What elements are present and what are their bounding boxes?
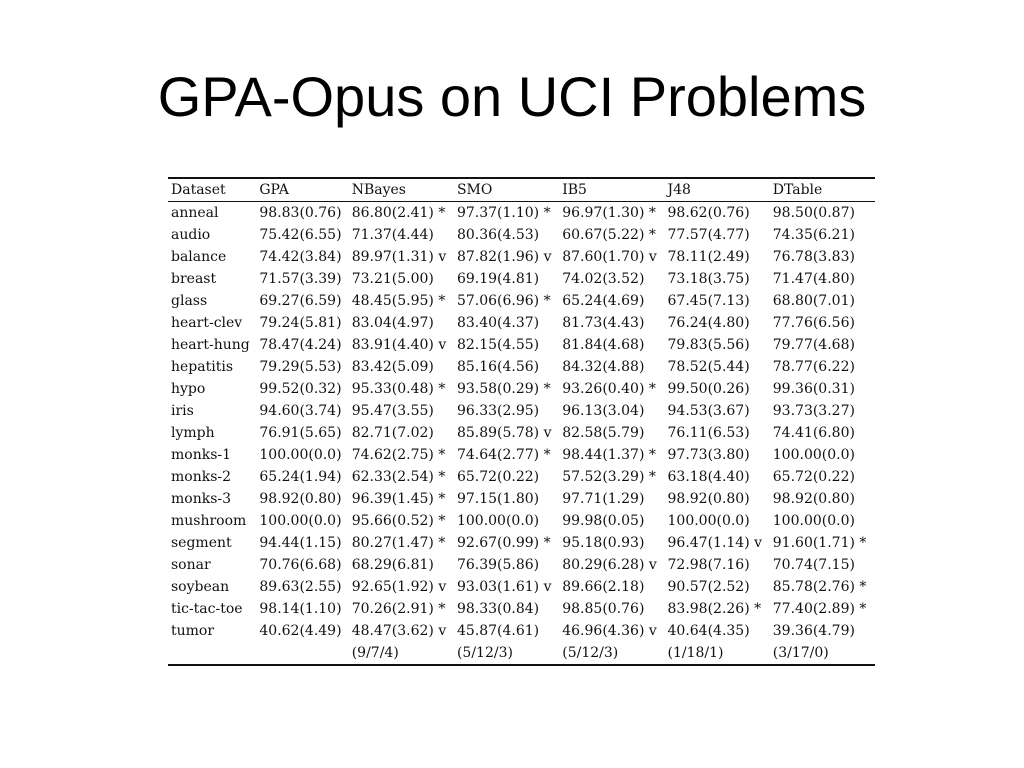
cell-ib5: 93.26(0.40) * [562, 381, 656, 397]
cell-dtable: 77.40(2.89) * [772, 601, 867, 617]
cell-j48: 99.50(0.26) [667, 381, 750, 397]
table-row [168, 400, 875, 422]
cell-smo: 97.37(1.10) * [456, 205, 551, 221]
cell-ib5: 81.84(4.68) [562, 337, 645, 353]
cell-dataset: tumor [171, 623, 215, 639]
cell-nbayes: 82.71(7.02) [351, 425, 434, 441]
cell-dataset: iris [171, 403, 194, 419]
cell-gpa: 94.44(1.15) [259, 535, 342, 551]
cell-smo: 93.58(0.29) * [456, 381, 551, 397]
cell-j48: 40.64(4.35) [667, 623, 750, 639]
header-dtable: DTable [770, 178, 875, 202]
cell-gpa: 98.92(0.80) [259, 491, 342, 507]
cell-nbayes: 80.27(1.47) * [351, 535, 446, 551]
cell-j48: 94.53(3.67) [667, 403, 750, 419]
cell-dtable: 77.76(6.56) [772, 315, 855, 331]
cell-dtable: 74.35(6.21) [772, 227, 855, 243]
cell-dtable: 100.00(0.0) [772, 513, 855, 529]
table-row [168, 444, 875, 466]
cell-j48: 98.62(0.76) [667, 205, 750, 221]
cell-j48: 63.18(4.40) [667, 469, 750, 485]
cell-smo: 80.36(4.53) [456, 227, 540, 243]
cell-ib5: 96.13(3.04) [562, 403, 645, 419]
cell-dataset: balance [171, 249, 227, 265]
cell-nbayes: 62.33(2.54) * [351, 469, 446, 485]
cell-dataset: sonar [171, 557, 211, 573]
cell-dataset: anneal [171, 205, 219, 221]
cell-nbayes: 86.80(2.41) * [351, 205, 446, 221]
cell-j48: 90.57(2.52) [667, 579, 750, 595]
cell-j48: 98.92(0.80) [667, 491, 750, 507]
table-row [168, 290, 875, 312]
cell-dataset: soybean [171, 579, 230, 595]
table-row [168, 224, 875, 246]
cell-smo: 85.16(4.56) [456, 359, 540, 375]
cell-j48: 67.45(7.13) [667, 293, 750, 309]
cell-ib5: 99.98(0.05) [562, 513, 645, 529]
cell-nbayes: 83.04(4.97) [351, 315, 434, 331]
cell-smo: 96.33(2.95) [456, 403, 540, 419]
cell-dtable: 93.73(3.27) [772, 403, 855, 419]
cell-gpa: 40.62(4.49) [259, 623, 342, 639]
table-row [168, 334, 875, 356]
cell-j48: 76.11(6.53) [667, 425, 750, 441]
cell-gpa: 70.76(6.68) [259, 557, 342, 573]
cell-dataset: tic-tac-toe [171, 601, 243, 617]
cell-j48: 83.98(2.26) * [667, 601, 762, 617]
cell-dataset: lymph [171, 425, 215, 441]
cell-ib5: 80.29(6.28) v [562, 557, 657, 573]
cell-ib5: 98.85(0.76) [562, 601, 645, 617]
cell-j48: 78.52(5.44) [667, 359, 750, 375]
table-row [168, 598, 875, 620]
cell-gpa: 79.24(5.81) [259, 315, 342, 331]
cell-dtable: 68.80(7.01) [772, 293, 855, 309]
cell-gpa: 100.00(0.0) [259, 513, 342, 529]
cell-dtable: 78.77(6.22) [772, 359, 855, 375]
cell-gpa: 74.42(3.84) [259, 249, 342, 265]
cell-dataset: monks-1 [171, 447, 232, 463]
cell-nbayes: 89.97(1.31) v [351, 249, 447, 265]
cell-dtable: 98.50(0.87) [772, 205, 855, 221]
cell-gpa: 76.91(5.65) [259, 425, 342, 441]
cell-dtable: 65.72(0.22) [772, 469, 855, 485]
cell-j48: 72.98(7.16) [667, 557, 750, 573]
cell-gpa: 100.00(0.0) [259, 447, 342, 463]
cell-smo: 97.15(1.80) [456, 491, 540, 507]
cell-gpa: 99.52(0.32) [259, 381, 342, 397]
cell-gpa: 71.57(3.39) [259, 271, 342, 287]
table-row [168, 466, 875, 488]
cell-nbayes: 95.33(0.48) * [351, 381, 446, 397]
cell-nbayes: 70.26(2.91) * [351, 601, 446, 617]
cell-nbayes: 83.91(4.40) v [351, 337, 447, 353]
cell-j48: 100.00(0.0) [667, 513, 750, 529]
cell-ib5: 95.18(0.93) [562, 535, 645, 551]
cell-dtable: 76.78(3.83) [772, 249, 855, 265]
cell-ib5: 89.66(2.18) [562, 579, 645, 595]
cell-nbayes: 68.29(6.81) [351, 557, 434, 573]
cell-ib5: 97.71(1.29) [562, 491, 645, 507]
cell-smo: 69.19(4.81) [456, 271, 540, 287]
cell-dtable: 79.77(4.68) [772, 337, 855, 353]
header-smo: SMO [454, 178, 559, 202]
header-ib5: IB5 [559, 178, 664, 202]
table-row [168, 268, 875, 290]
header-dataset: Dataset [168, 178, 256, 202]
cell-smo: 82.15(4.55) [456, 337, 540, 353]
cell-dataset: monks-2 [171, 469, 232, 485]
table-row [168, 554, 875, 576]
cell-smo: 65.72(0.22) [456, 469, 540, 485]
cell-gpa: 98.83(0.76) [259, 205, 342, 221]
cell-nbayes: 92.65(1.92) v [351, 579, 447, 595]
cell-gpa: 79.29(5.53) [259, 359, 342, 375]
cell-dataset: heart-clev [171, 315, 243, 331]
cell-j48: 79.83(5.56) [667, 337, 750, 353]
cell-dtable: 91.60(1.71) * [772, 535, 867, 551]
cell-nbayes: 95.66(0.52) * [351, 513, 446, 529]
cell-ib5: 98.44(1.37) * [562, 447, 656, 463]
cell-smo: 83.40(4.37) [456, 315, 540, 331]
cell-nbayes: 73.21(5.00) [351, 271, 434, 287]
cell-smo: 93.03(1.61) v [456, 579, 552, 595]
summary-nbayes: (9/7/4) [351, 645, 399, 661]
table-row [168, 312, 875, 334]
cell-dtable: 100.00(0.0) [772, 447, 855, 463]
summary-dtable: (3/17/0) [772, 645, 829, 661]
table-body [168, 202, 875, 643]
cell-smo: 98.33(0.84) [456, 601, 540, 617]
table-row [168, 510, 875, 532]
cell-dtable: 85.78(2.76) * [772, 579, 867, 595]
cell-ib5: 60.67(5.22) * [562, 227, 656, 243]
cell-dataset: glass [171, 293, 208, 309]
cell-ib5: 82.58(5.79) [562, 425, 645, 441]
cell-gpa: 98.14(1.10) [259, 601, 342, 617]
table-row [168, 246, 875, 268]
cell-smo: 57.06(6.96) * [456, 293, 551, 309]
cell-smo: 87.82(1.96) v [456, 249, 552, 265]
cell-dtable: 98.92(0.80) [772, 491, 855, 507]
cell-dataset: mushroom [171, 513, 247, 529]
cell-nbayes: 74.62(2.75) * [351, 447, 446, 463]
cell-dtable: 74.41(6.80) [772, 425, 855, 441]
slide-title: GPA-Opus on UCI Problems [157, 65, 867, 128]
cell-dataset: audio [171, 227, 211, 243]
cell-ib5: 96.97(1.30) * [562, 205, 656, 221]
cell-nbayes: 48.47(3.62) v [351, 623, 447, 639]
summary-j48: (1/18/1) [667, 645, 724, 661]
table-row [168, 576, 875, 598]
cell-smo: 85.89(5.78) v [456, 425, 552, 441]
header-gpa: GPA [256, 178, 348, 202]
cell-nbayes: 71.37(4.44) [351, 227, 434, 243]
cell-gpa: 78.47(4.24) [259, 337, 342, 353]
cell-j48: 73.18(3.75) [667, 271, 750, 287]
cell-nbayes: 96.39(1.45) * [351, 491, 446, 507]
cell-smo: 74.64(2.77) * [456, 447, 551, 463]
cell-smo: 92.67(0.99) * [456, 535, 551, 551]
cell-dataset: segment [171, 535, 232, 551]
cell-gpa: 94.60(3.74) [259, 403, 342, 419]
cell-dtable: 70.74(7.15) [772, 557, 855, 573]
summary-smo: (5/12/3) [456, 645, 513, 661]
cell-j48: 77.57(4.77) [667, 227, 750, 243]
cell-ib5: 87.60(1.70) v [562, 249, 657, 265]
cell-j48: 78.11(2.49) [667, 249, 750, 265]
cell-gpa: 65.24(1.94) [259, 469, 342, 485]
cell-dataset: hepatitis [171, 359, 234, 375]
cell-ib5: 74.02(3.52) [562, 271, 645, 287]
cell-ib5: 84.32(4.88) [562, 359, 645, 375]
cell-dtable: 39.36(4.79) [772, 623, 855, 639]
summary-ib5: (5/12/3) [562, 645, 619, 661]
cell-dtable: 99.36(0.31) [772, 381, 855, 397]
cell-j48: 97.73(3.80) [667, 447, 750, 463]
cell-nbayes: 95.47(3.55) [351, 403, 434, 419]
cell-nbayes: 83.42(5.09) [351, 359, 434, 375]
summary-gpa-cell [256, 642, 348, 665]
table-row [168, 422, 875, 444]
cell-gpa: 75.42(6.55) [259, 227, 342, 243]
cell-dataset: monks-3 [171, 491, 232, 507]
cell-gpa: 69.27(6.59) [259, 293, 342, 309]
cell-ib5: 46.96(4.36) v [562, 623, 657, 639]
results-table [168, 177, 875, 666]
cell-dataset: heart-hung [171, 337, 250, 353]
cell-smo: 76.39(5.86) [456, 557, 540, 573]
table-row [168, 202, 875, 225]
table-header-row [168, 178, 875, 202]
table-row [168, 532, 875, 554]
table-row [168, 378, 875, 400]
cell-ib5: 57.52(3.29) * [562, 469, 656, 485]
header-nbayes: NBayes [349, 178, 454, 202]
cell-dataset: breast [171, 271, 217, 287]
cell-ib5: 81.73(4.43) [562, 315, 645, 331]
cell-gpa: 89.63(2.55) [259, 579, 342, 595]
summary-dataset-cell [168, 642, 256, 665]
table-row [168, 488, 875, 510]
cell-dataset: hypo [171, 381, 206, 397]
cell-j48: 76.24(4.80) [667, 315, 750, 331]
header-j48: J48 [665, 178, 770, 202]
table-row [168, 620, 875, 642]
summary-row [168, 642, 875, 665]
cell-dtable: 71.47(4.80) [772, 271, 855, 287]
cell-ib5: 65.24(4.69) [562, 293, 645, 309]
cell-j48: 96.47(1.14) v [667, 535, 763, 551]
table-row [168, 356, 875, 378]
results-table-container [168, 177, 875, 666]
cell-smo: 45.87(4.61) [456, 623, 540, 639]
cell-nbayes: 48.45(5.95) * [351, 293, 446, 309]
cell-smo: 100.00(0.0) [456, 513, 540, 529]
